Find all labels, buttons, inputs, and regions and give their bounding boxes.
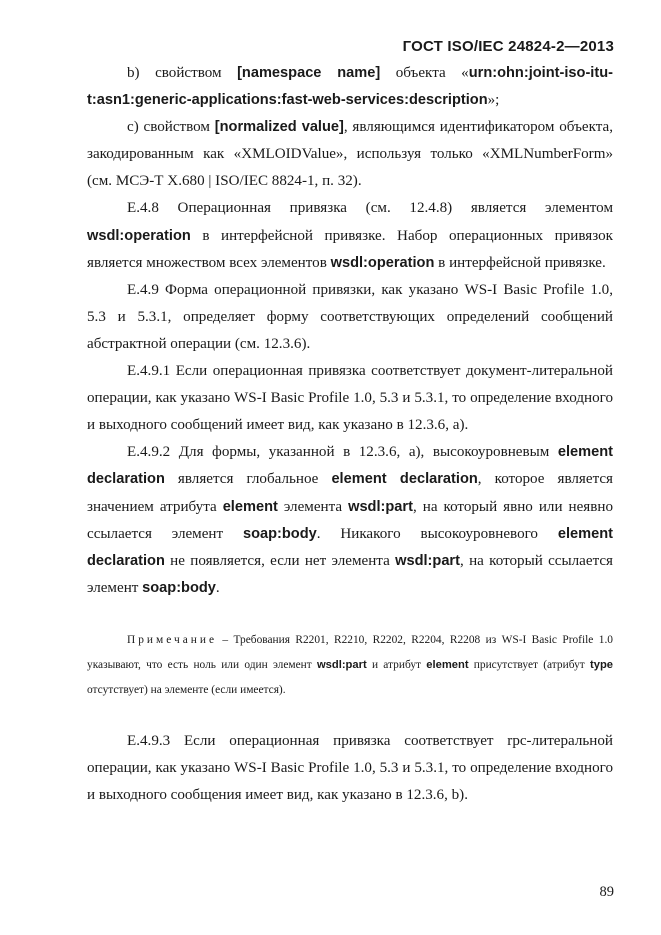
- text: присутствует (атрибут: [468, 658, 590, 671]
- code-term: wsdl:part: [316, 658, 367, 671]
- text: »;: [487, 92, 500, 109]
- paragraph-e-4-8: [87, 195, 613, 276]
- page-number: 89: [599, 884, 614, 900]
- text: и атрибут: [366, 658, 427, 671]
- code-term: type: [590, 658, 614, 671]
- paragraph-e-4-9-3: Е.4.9.3 Если операционная привязка соответствует rpc-литеральной операции, как указано WS-I Basic Profile 1.0, 5.3 и 5.3.1, то определение входного и выходного сообщения имеет вид, как указано в 12.3.6, b).: [87, 732, 613, 804]
- paragraph-c: [87, 114, 613, 195]
- text: – Требования R2201, R2210, R2202, R2204, R2208 из WS-I Basic Profile 1.0 указывают, что есть ноль или один элемент: [87, 633, 613, 671]
- code-term: wsdl:operation: [87, 227, 191, 244]
- text: , являющимся идентификатором объекта, закодированным как «XMLOIDValue», используя только «XMLNumberForm» (см. МСЭ-Т Х.680 | ISO/IEC 8824-1, п. 32).: [87, 119, 613, 190]
- code-term: element declaration: [87, 444, 613, 488]
- text: Е.4.8 Операционная привязка (см. 12.4.8) является элементом: [127, 200, 613, 217]
- paragraph-b: [87, 60, 613, 114]
- document-body: [87, 60, 613, 809]
- note-label: Примечание: [127, 633, 218, 646]
- text: c) свойством: [127, 119, 215, 136]
- code-term: element declaration: [331, 471, 478, 488]
- paragraph-e-4-9-1: Е.4.9.1 Если операционная привязка соответствует документ-литеральной операции, как указано WS-I Basic Profile 1.0, 5.3 и 5.3.1, то определение входного и выходного сообщений имеет вид, как указано в 12.3.6, а).: [87, 363, 613, 434]
- code-term: soap:body: [242, 525, 317, 542]
- text: элемента: [277, 498, 349, 515]
- code-term: wsdl:part: [395, 552, 460, 569]
- text: b) свойством: [127, 65, 238, 81]
- code-term: element declaration: [87, 525, 613, 569]
- text: , на который ссылается элемент: [87, 552, 613, 596]
- note-paragraph: [87, 628, 613, 703]
- text: Е.4.9.2 Для формы, указанной в 12.3.6, а), высокоуровневым: [127, 444, 558, 461]
- code-term: [namespace name]: [237, 65, 381, 81]
- paragraph-e-4-9: Е.4.9 Форма операционной привязки, как указано WS-I Basic Profile 1.0, 5.3 и 5.3.1, определяет форму соответствующих определений сообщений абстрактной операции (см. 12.3.6).: [87, 281, 613, 352]
- code-term: [normalized value]: [214, 119, 344, 136]
- text: не появляется, если нет элемента: [164, 552, 396, 569]
- text: отсутствует) на элементе (если имеется).: [87, 683, 286, 696]
- text: объекта «: [380, 65, 469, 81]
- code-term: element: [426, 658, 469, 671]
- code-term: wsdl:operation: [330, 254, 435, 271]
- document-header: ГОСТ ISO/IEC 24824-2—2013: [402, 38, 614, 55]
- code-term: wsdl:part: [348, 498, 413, 515]
- text: .: [215, 579, 220, 596]
- code-term: soap:body: [142, 579, 216, 596]
- code-term: element: [222, 498, 278, 515]
- text: , которое является значением атрибута: [87, 471, 613, 515]
- text: в интерфейсной привязке. Набор операционных привязок является множеством всех элементов: [87, 227, 613, 271]
- text: , на который явно или неявно ссылается элемент: [87, 498, 613, 542]
- text: в интерфейсной привязке.: [434, 254, 606, 271]
- text: является глобальное: [164, 471, 332, 488]
- code-term: urn:ohn:joint-iso-itu-t:asn1:generic-applications:fast-web-services:description: [87, 65, 613, 109]
- text: . Никакого высокоуровневого: [316, 525, 558, 542]
- paragraph-e-4-9-2: [87, 439, 613, 602]
